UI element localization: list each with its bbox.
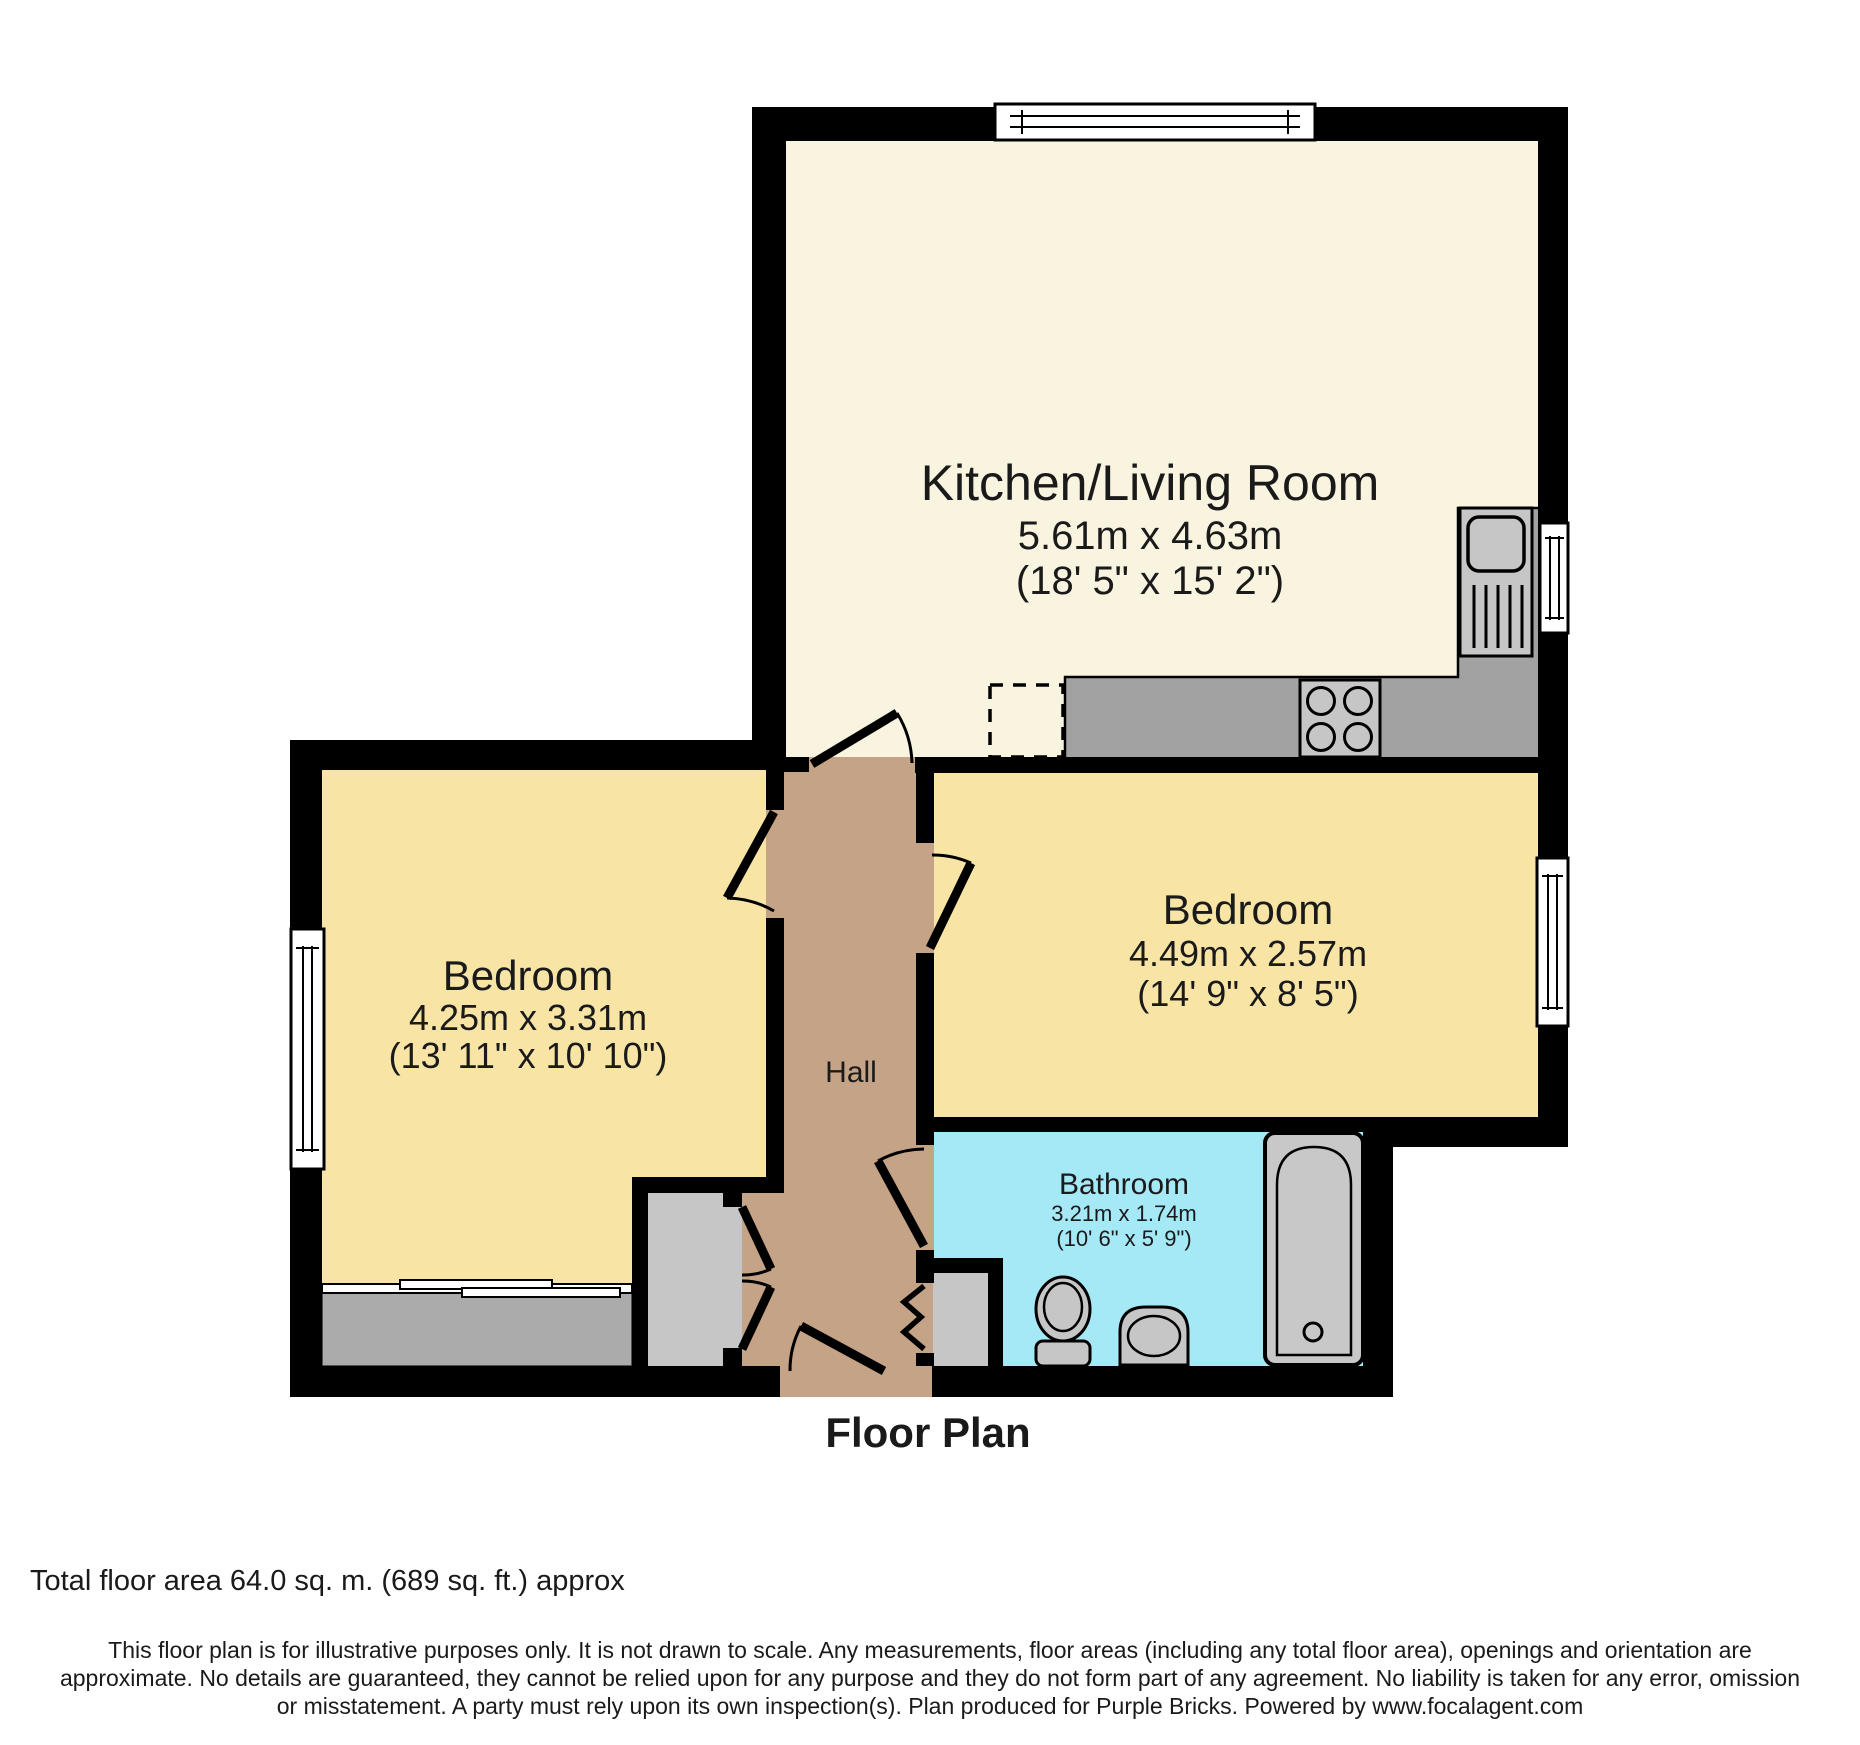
bedroom-right-dims-imperial: (14' 9" x 8' 5") [1137,973,1359,1014]
bedroom-left-label: Bedroom [442,952,614,999]
hall-label: Hall [825,1056,877,1089]
wall-bedroom-right-bottom [1363,1117,1568,1147]
bathroom-dims-imperial: (10' 6" x 5' 9") [1056,1226,1192,1251]
bedroom-right-label: Bedroom [1162,886,1334,933]
hob-burner [1345,724,1372,751]
wall-closet-left [632,1177,648,1366]
wall-kitchen-left [752,107,786,763]
kitchen-dashed-appliance [990,685,1063,757]
wall-closet-notch [632,1177,784,1193]
toilet-cistern [1036,1341,1090,1366]
total-floor-area: Total floor area 64.0 sq. m. (689 sq. ft.) approx [30,1565,625,1597]
bedroom-left-dims-metric: 4.25m x 3.31m [408,997,648,1038]
wall-bottom-left [290,1366,780,1397]
disclaimer-line-3: or misstatement. A party must rely upon its own inspection(s). Plan produced for Purple Bricks. Powered by www.focalagent.com [276,1693,1584,1719]
kitchen-right-window [1540,523,1568,633]
hall-closet [648,1193,742,1366]
bathroom-cupboard [933,1273,988,1366]
bathtub-drain [1304,1323,1322,1341]
bedroom-right-dims-metric: 4.49m x 2.57m [1128,933,1368,974]
wall-hall-right-d [916,1353,934,1366]
footer-texts [30,1409,1800,1719]
bedroom-left-wardrobe [322,1290,632,1366]
wall-bathroom-right [1363,1117,1393,1397]
wall-kitchen-door-stub [784,757,809,772]
hob-burner [1308,724,1335,751]
hob-burner [1308,688,1335,715]
floor-plan-title: Floor Plan [825,1409,1031,1456]
wall-closet-stub-top [723,1193,742,1207]
bedroom-left-window [291,929,324,1169]
hob-burner [1345,688,1372,715]
bathroom-dims-metric: 3.21m x 1.74m [1051,1201,1197,1226]
wall-closet-stub-bottom [723,1348,742,1366]
wall-bottom-right [932,1366,1393,1397]
disclaimer-line-1: This floor plan is for illustrative purposes only. It is not drawn to scale. Any measurements, floor areas (including any total floor area), openings and orientation are [108,1637,1752,1663]
wall-bathroom-top [934,1117,1363,1132]
wardrobe-sliding-door [462,1288,620,1297]
kitchen-living-room-dims-metric: 5.61m x 4.63m [1017,514,1283,558]
wall-hall-left-lower [766,918,784,1177]
bedroom-left-dims-imperial: (13' 11" x 10' 10") [388,1035,668,1076]
wall-hall-right-c [916,1250,934,1283]
wall-bedroom-left-top [290,740,786,770]
kitchen-living-room-label: Kitchen/Living Room [920,455,1380,511]
wall-hall-right-b [916,953,934,1145]
bathroom-label: Bathroom [1058,1168,1190,1201]
bedroom-right-window [1537,858,1568,1026]
wall-hall-left-upper [766,757,784,810]
kitchen-top-window [995,104,1315,140]
wall-cupboard-right [988,1258,1003,1366]
kitchen-living-room-dims-imperial: (18' 5" x 15' 2") [1015,559,1285,603]
wall-kitchen-bedroom [915,757,1538,773]
kitchen-living-room-floor [770,120,1555,765]
disclaimer-line-2: approximate. No details are guaranteed, they cannot be relied upon for any purpose and they do not form part of any agreement. No liability is taken for any error, omission [59,1665,1801,1691]
wall-hall-right-a [916,757,934,843]
